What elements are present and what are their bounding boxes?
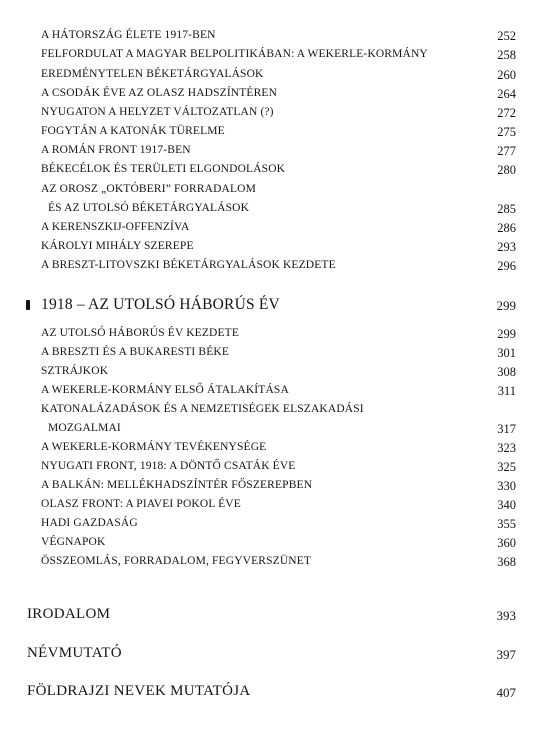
toc-entry-page: 299 <box>497 327 516 341</box>
back-matter-title: IRODALOM <box>27 606 111 622</box>
toc-entry-title: KÁROLYI MIHÁLY SZEREPE <box>41 240 194 252</box>
toc-entry-page: 280 <box>497 163 516 177</box>
toc-entry-title: ÉS AZ UTOLSÓ BÉKETÁRGYALÁSOK <box>48 202 250 214</box>
toc-entry <box>0 346 546 362</box>
toc-entry-page: 272 <box>497 106 516 120</box>
toc-entry <box>0 240 546 256</box>
toc-entry <box>0 365 546 381</box>
toc-entry-title: NYUGATON A HELYZET VÁLTOZATLAN (?) <box>41 106 274 118</box>
toc-entry-page: 293 <box>497 240 516 254</box>
toc-entry <box>0 48 546 64</box>
toc-entry <box>0 163 546 179</box>
toc-entry-page: 330 <box>497 479 516 493</box>
toc-entry <box>0 403 546 419</box>
toc-entry-page: 317 <box>497 422 516 436</box>
toc-entry-page: 355 <box>497 517 516 531</box>
back-matter-title: NÉVMUTATÓ <box>27 645 122 661</box>
back-matter-page: 393 <box>496 608 516 623</box>
toc-entry <box>0 29 546 45</box>
toc-entry-title: A BALKÁN: MELLÉKHADSZÍNTÉR FŐSZEREPBEN <box>41 479 313 491</box>
toc-entry-page: 264 <box>497 87 516 101</box>
back-matter-entry <box>0 683 546 703</box>
toc-entry-title: A ROMÁN FRONT 1917-BEN <box>41 144 191 156</box>
toc-entry-title: A HÁTORSZÁG ÉLETE 1917-BEN <box>41 29 216 41</box>
toc-entry <box>0 87 546 103</box>
toc-entry-page: 286 <box>497 221 516 235</box>
toc-entry <box>0 441 546 457</box>
toc-entry-title: A WEKERLE-KORMÁNY ELSŐ ÁTALAKÍTÁSA <box>41 384 289 396</box>
toc-entry-page: 340 <box>497 498 516 512</box>
toc-entry-title: KATONALÁZADÁSOK ÉS A NEMZETISÉGEK ELSZAKADÁSI <box>41 403 364 415</box>
toc-entry-title: VÉGNAPOK <box>41 536 106 548</box>
toc-entry <box>0 460 546 476</box>
toc-entry <box>0 422 546 438</box>
toc-entry <box>0 259 546 275</box>
toc-entry-page: 252 <box>497 29 516 43</box>
toc-entry-title: A BRESZTI ÉS A BUKARESTI BÉKE <box>41 346 230 358</box>
toc-entry-title: OLASZ FRONT: A PIAVEI POKOL ÉVE <box>41 498 241 510</box>
toc-entry <box>0 517 546 533</box>
back-matter-entry <box>0 606 546 626</box>
toc-entry-title: FELFORDULAT A MAGYAR BELPOLITIKÁBAN: A WEKERLE-KORMÁNY <box>41 48 428 60</box>
chapter-page: 299 <box>496 298 516 313</box>
toc-entry-title: BÉKECÉLOK ÉS TERÜLETI ELGONDOLÁSOK <box>41 163 286 175</box>
toc-entry <box>0 125 546 141</box>
toc-entry-title: ÖSSZEOMLÁS, FORRADALOM, FEGYVERSZÜNET <box>41 555 312 567</box>
toc-entry <box>0 479 546 495</box>
toc-entry-page: 260 <box>497 68 516 82</box>
toc-entry-page: 360 <box>497 536 516 550</box>
back-matter-page: 407 <box>496 685 516 700</box>
toc-entry-title: NYUGATI FRONT, 1918: A DÖNTŐ CSATÁK ÉVE <box>41 460 296 472</box>
toc-entry <box>0 221 546 237</box>
toc-entry-page: 277 <box>497 144 516 158</box>
toc-entry-title: HADI GAZDASÁG <box>41 517 138 529</box>
toc-entry-page: 308 <box>497 365 516 379</box>
chapter-heading <box>0 296 546 316</box>
toc-entry <box>0 536 546 552</box>
toc-entry-title: AZ OROSZ „OKTÓBERI” FORRADALOM <box>41 183 257 195</box>
toc-entry <box>0 498 546 514</box>
toc-entry-title: MOZGALMAI <box>48 422 121 434</box>
toc-entry <box>0 183 546 199</box>
toc-entry-title: A WEKERLE-KORMÁNY TEVÉKENYSÉGE <box>41 441 267 453</box>
toc-entry-page: 285 <box>497 202 516 216</box>
toc-entry <box>0 68 546 84</box>
toc-entry-page: 296 <box>497 259 516 273</box>
toc-entry-page: 368 <box>497 555 516 569</box>
toc-entry-page: 301 <box>497 346 516 360</box>
toc-entry-title: AZ UTOLSÓ HÁBORÚS ÉV KEZDETE <box>41 327 239 339</box>
toc-entry-title: A CSODÁK ÉVE AZ OLASZ HADSZÍNTÉREN <box>41 87 278 99</box>
toc-entry <box>0 384 546 400</box>
toc-entry <box>0 202 546 218</box>
toc-entry <box>0 106 546 122</box>
chapter-title: 1918 – AZ UTOLSÓ HÁBORÚS ÉV <box>41 296 280 313</box>
toc-entry-title: A BRESZT-LITOVSZKI BÉKETÁRGYALÁSOK KEZDETE <box>41 259 336 271</box>
toc-entry-page: 258 <box>497 48 516 62</box>
toc-entry-page: 311 <box>497 384 516 398</box>
toc-entry-page: 325 <box>497 460 516 474</box>
toc-entry-title: SZTRÁJKOK <box>41 365 109 377</box>
toc-entry-page: 323 <box>497 441 516 455</box>
toc-entry-title: FOGYTÁN A KATONÁK TÜRELME <box>41 125 225 137</box>
toc-entry-page: 275 <box>497 125 516 139</box>
toc-entry-title: A KERENSZKIJ-OFFENZÍVA <box>41 221 190 233</box>
back-matter-page: 397 <box>496 647 516 662</box>
toc-entry-title: EREDMÉNYTELEN BÉKETÁRGYALÁSOK <box>41 68 264 80</box>
back-matter-entry <box>0 645 546 665</box>
toc-entry <box>0 144 546 160</box>
toc-entry <box>0 327 546 343</box>
toc-entry <box>0 555 546 571</box>
back-matter-title: FÖLDRAJZI NEVEK MUTATÓJA <box>27 683 251 699</box>
